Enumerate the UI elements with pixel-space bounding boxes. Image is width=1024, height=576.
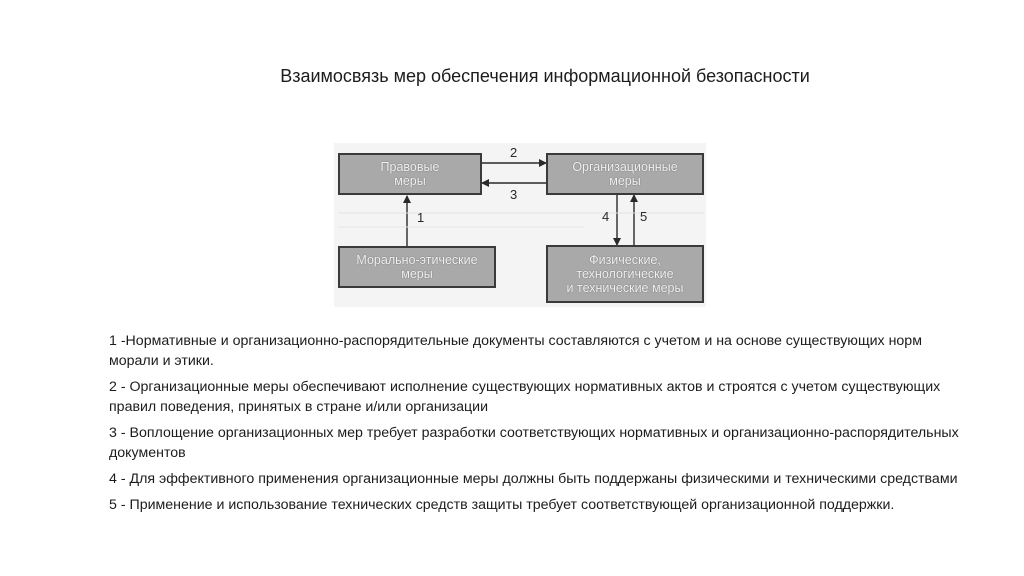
- physical-technical-measures-box: [546, 245, 704, 303]
- moral-ethical-measures-line-2: меры: [401, 267, 433, 281]
- legal-measures-line-2: меры: [394, 174, 426, 188]
- link-label-5: 5: [640, 209, 648, 224]
- physical-measures-line-2: технологические: [576, 267, 674, 281]
- measures-diagram: [334, 143, 706, 307]
- slide-title: Взаимосвязь мер обеспечения информационной безопасности: [280, 66, 810, 86]
- physical-measures-line-3: и технические меры: [566, 281, 684, 295]
- organizational-measures-line-1: Организационные: [572, 160, 678, 174]
- explanation-list: [109, 331, 969, 521]
- note-4: 4 - Для эффективного применения организационные меры должны быть поддержаны физическими и техническими средствами: [109, 471, 958, 487]
- organizational-measures-box: [546, 153, 704, 195]
- physical-measures-line-1: Физические,: [589, 253, 661, 267]
- link-label-1: 1: [417, 210, 425, 225]
- link-label-3: 3: [510, 187, 518, 202]
- link-label-2: 2: [510, 145, 518, 160]
- note-1: 1 -Нормативные и организационно-распорядительные документы составляются с учетом и на основе существующих норм морали и этики.: [109, 333, 922, 369]
- legal-measures-box: [338, 153, 482, 195]
- legal-measures-line-1: Правовые: [380, 160, 440, 174]
- note-5: 5 - Применение и использование технических средств защиты требует соответствующей организационной поддержки.: [109, 497, 895, 513]
- note-3: 3 - Воплощение организационных мер требует разработки соответствующих нормативных и организационно-распорядительных документов: [109, 425, 959, 461]
- moral-ethical-measures-box: [338, 246, 496, 288]
- moral-ethical-measures-line-1: Морально-этические: [356, 253, 478, 267]
- organizational-measures-line-2: меры: [609, 174, 641, 188]
- note-2: 2 - Организационные меры обеспечивают исполнение существующих нормативных актов и строятся с учетом существующих правил поведения, принятых в стране и/или организации: [109, 379, 941, 415]
- link-label-4: 4: [602, 209, 610, 224]
